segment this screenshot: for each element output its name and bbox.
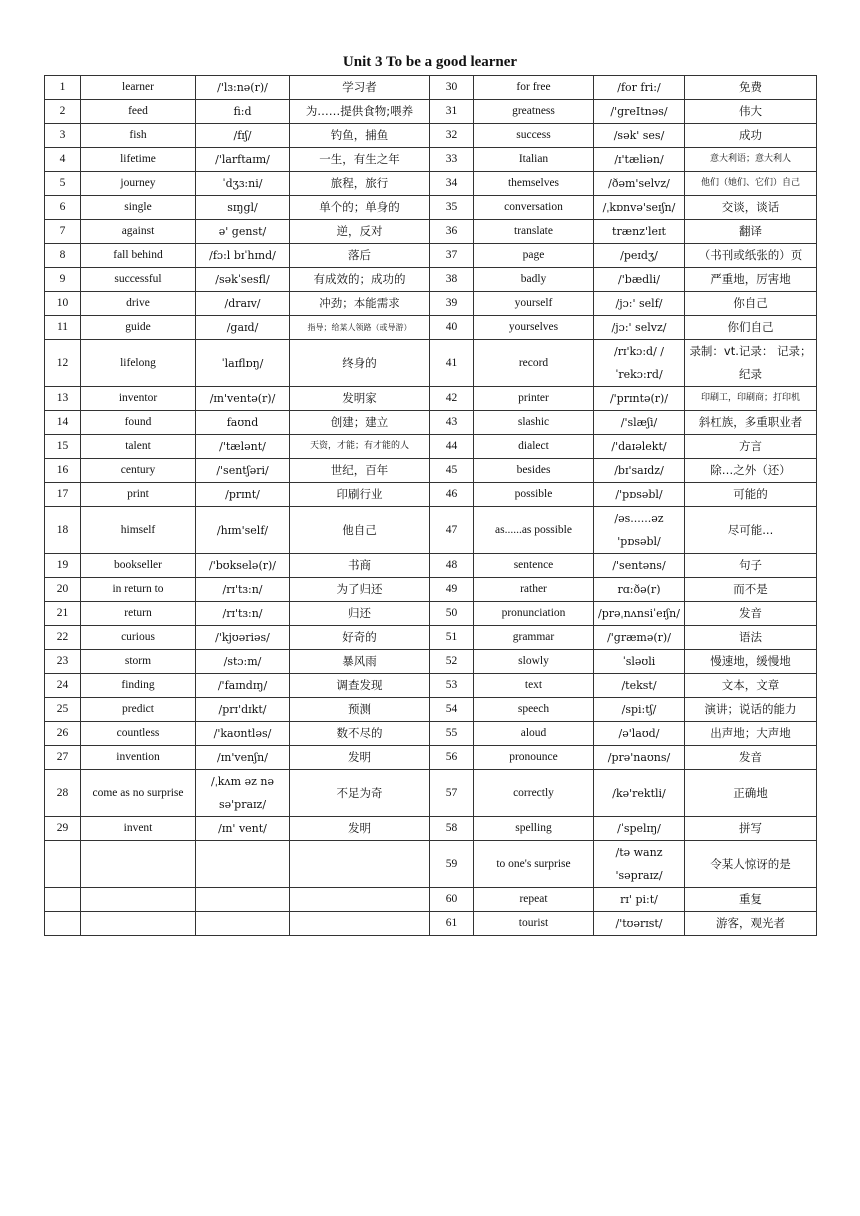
entry-number: 15	[45, 435, 81, 459]
entry-word: finding	[81, 674, 196, 698]
entry-number: 17	[45, 483, 81, 507]
entry-word: repeat	[474, 888, 594, 912]
entry-word: learner	[81, 76, 196, 100]
entry-number: 56	[430, 746, 474, 770]
entry-meaning: 旅程，旅行	[290, 172, 430, 196]
entry-meaning: 录制：vt.记录： 记录；纪录	[685, 340, 817, 387]
table-row	[45, 817, 817, 841]
entry-number: 49	[430, 578, 474, 602]
entry-phonetic: /rɪ'tɜ:n/	[196, 578, 290, 602]
entry-word: yourselves	[474, 316, 594, 340]
entry-meaning: 除…之外（还）	[685, 459, 817, 483]
entry-word: found	[81, 411, 196, 435]
entry-phonetic: /bɪ'saɪdz/	[594, 459, 685, 483]
entry-word: single	[81, 196, 196, 220]
entry-phonetic: /'slæʃi/	[594, 411, 685, 435]
entry-word: countless	[81, 722, 196, 746]
entry-number: 42	[430, 387, 474, 411]
entry-word: feed	[81, 100, 196, 124]
table-row	[45, 196, 817, 220]
entry-phonetic: /sək' ses/	[594, 124, 685, 148]
entry-phonetic: /ðəm'selvz/	[594, 172, 685, 196]
entry-meaning: 他们（她们、它们）自己	[685, 172, 817, 196]
entry-word	[81, 912, 196, 936]
entry-word	[81, 841, 196, 888]
entry-word: drive	[81, 292, 196, 316]
entry-word: sentence	[474, 554, 594, 578]
entry-phonetic: /əs......əz 'pɒsəbl/	[594, 507, 685, 554]
entry-phonetic: /spi:tʃ/	[594, 698, 685, 722]
entry-meaning: 书商	[290, 554, 430, 578]
entry-phonetic	[196, 912, 290, 936]
entry-meaning: 一生，有生之年	[290, 148, 430, 172]
entry-phonetic: /ɪn'ventə(r)/	[196, 387, 290, 411]
entry-word: as......as possible	[474, 507, 594, 554]
table-row	[45, 435, 817, 459]
entry-phonetic: /draɪv/	[196, 292, 290, 316]
entry-meaning: 印刷工，印刷商；打印机	[685, 387, 817, 411]
entry-meaning: 游客，观光者	[685, 912, 817, 936]
entry-word: grammar	[474, 626, 594, 650]
entry-number: 21	[45, 602, 81, 626]
entry-word: lifetime	[81, 148, 196, 172]
entry-word: fall behind	[81, 244, 196, 268]
entry-number: 26	[45, 722, 81, 746]
table-row	[45, 674, 817, 698]
entry-number: 10	[45, 292, 81, 316]
entry-number: 30	[430, 76, 474, 100]
entry-number	[45, 888, 81, 912]
entry-meaning: 发音	[685, 602, 817, 626]
entry-phonetic: /prɪnt/	[196, 483, 290, 507]
entry-word: come as no surprise	[81, 770, 196, 817]
entry-word: slashic	[474, 411, 594, 435]
table-row	[45, 626, 817, 650]
entry-word: pronounce	[474, 746, 594, 770]
table-row	[45, 770, 817, 817]
entry-phonetic: /rɪ'kɔ:d/ /ˈrekɔ:rd/	[594, 340, 685, 387]
entry-phonetic: /ˌkʌm əz nə sə'praɪz/	[196, 770, 290, 817]
entry-word: slowly	[474, 650, 594, 674]
entry-number: 39	[430, 292, 474, 316]
entry-word: pronunciation	[474, 602, 594, 626]
entry-phonetic: /ɪ'tæliən/	[594, 148, 685, 172]
entry-phonetic: /ɪn'venʃn/	[196, 746, 290, 770]
entry-number: 36	[430, 220, 474, 244]
entry-phonetic: ˈlaɪflɒŋ/	[196, 340, 290, 387]
entry-meaning: 方言	[685, 435, 817, 459]
entry-word: aloud	[474, 722, 594, 746]
entry-meaning: 冲劲；本能需求	[290, 292, 430, 316]
entry-word: possible	[474, 483, 594, 507]
entry-phonetic: ˈsləʊli	[594, 650, 685, 674]
entry-number: 33	[430, 148, 474, 172]
entry-word: storm	[81, 650, 196, 674]
entry-number: 32	[430, 124, 474, 148]
entry-word: inventor	[81, 387, 196, 411]
table-row	[45, 76, 817, 100]
entry-meaning: 归还	[290, 602, 430, 626]
entry-number: 38	[430, 268, 474, 292]
entry-number: 35	[430, 196, 474, 220]
entry-meaning: 拼写	[685, 817, 817, 841]
entry-number: 22	[45, 626, 81, 650]
entry-number: 8	[45, 244, 81, 268]
entry-phonetic: /'bædli/	[594, 268, 685, 292]
entry-number: 12	[45, 340, 81, 387]
entry-phonetic: ˈdʒɜ:ni/	[196, 172, 290, 196]
entry-meaning: 伟大	[685, 100, 817, 124]
entry-meaning: 慢速地，缓慢地	[685, 650, 817, 674]
entry-meaning: 严重地，厉害地	[685, 268, 817, 292]
entry-word: century	[81, 459, 196, 483]
entry-meaning: 发明	[290, 746, 430, 770]
entry-meaning: 不足为奇	[290, 770, 430, 817]
entry-number: 53	[430, 674, 474, 698]
table-row	[45, 698, 817, 722]
entry-number: 43	[430, 411, 474, 435]
entry-phonetic: /prəˌnʌnsiˈeɪʃn/	[594, 602, 685, 626]
entry-number: 24	[45, 674, 81, 698]
entry-meaning	[290, 841, 430, 888]
entry-meaning: 世纪，百年	[290, 459, 430, 483]
entry-number: 6	[45, 196, 81, 220]
entry-word: record	[474, 340, 594, 387]
table-row	[45, 100, 817, 124]
entry-meaning: 创建；建立	[290, 411, 430, 435]
entry-word: for free	[474, 76, 594, 100]
table-row	[45, 268, 817, 292]
entry-meaning: 发明家	[290, 387, 430, 411]
entry-number: 9	[45, 268, 81, 292]
entry-word: yourself	[474, 292, 594, 316]
entry-number: 37	[430, 244, 474, 268]
entry-number: 7	[45, 220, 81, 244]
entry-number: 59	[430, 841, 474, 888]
entry-word: speech	[474, 698, 594, 722]
entry-phonetic: /'daɪəlekt/	[594, 435, 685, 459]
entry-word: himself	[81, 507, 196, 554]
entry-meaning: 文本，文章	[685, 674, 817, 698]
entry-word: invent	[81, 817, 196, 841]
entry-word: tourist	[474, 912, 594, 936]
table-row	[45, 912, 817, 936]
table-row	[45, 148, 817, 172]
entry-word: return	[81, 602, 196, 626]
entry-meaning: 语法	[685, 626, 817, 650]
table-row	[45, 387, 817, 411]
entry-number: 41	[430, 340, 474, 387]
entry-phonetic: ə' genst/	[196, 220, 290, 244]
entry-word: in return to	[81, 578, 196, 602]
entry-number: 61	[430, 912, 474, 936]
entry-phonetic: rɪ' pi:t/	[594, 888, 685, 912]
entry-phonetic: /fɪʃ/	[196, 124, 290, 148]
entry-phonetic: /'sentʃəri/	[196, 459, 290, 483]
entry-meaning: 意大利语；意大利人	[685, 148, 817, 172]
entry-word: fish	[81, 124, 196, 148]
table-row	[45, 746, 817, 770]
entry-number: 27	[45, 746, 81, 770]
entry-phonetic: /'faɪndɪŋ/	[196, 674, 290, 698]
entry-word: dialect	[474, 435, 594, 459]
table-row	[45, 411, 817, 435]
entry-phonetic: /prə'naʊns/	[594, 746, 685, 770]
table-row	[45, 507, 817, 554]
entry-number: 44	[430, 435, 474, 459]
entry-number: 1	[45, 76, 81, 100]
entry-word: badly	[474, 268, 594, 292]
table-row	[45, 554, 817, 578]
entry-word: curious	[81, 626, 196, 650]
entry-number: 5	[45, 172, 81, 196]
entry-number: 34	[430, 172, 474, 196]
table-row	[45, 244, 817, 268]
entry-word	[81, 888, 196, 912]
entry-phonetic: faʊnd	[196, 411, 290, 435]
page-title: Unit 3 To be a good learner	[342, 54, 518, 70]
entry-meaning: 令某人惊讶的是	[685, 841, 817, 888]
entry-phonetic: /tə wanz 'səpraɪz/	[594, 841, 685, 888]
entry-number: 45	[430, 459, 474, 483]
entry-word: journey	[81, 172, 196, 196]
entry-number: 48	[430, 554, 474, 578]
entry-meaning: （书刊或纸张的）页	[685, 244, 817, 268]
entry-word: successful	[81, 268, 196, 292]
entry-phonetic	[196, 841, 290, 888]
table-row	[45, 602, 817, 626]
entry-phonetic: /'sentəns/	[594, 554, 685, 578]
entry-phonetic: /jɔ:' self/	[594, 292, 685, 316]
entry-phonetic: /'pɒsəbl/	[594, 483, 685, 507]
entry-phonetic: /səkˈsesfl/	[196, 268, 290, 292]
table-row	[45, 888, 817, 912]
entry-meaning: 而不是	[685, 578, 817, 602]
entry-number: 4	[45, 148, 81, 172]
entry-meaning: 预测	[290, 698, 430, 722]
entry-word: invention	[81, 746, 196, 770]
entry-number: 47	[430, 507, 474, 554]
table-row	[45, 220, 817, 244]
entry-meaning: 可能的	[685, 483, 817, 507]
entry-phonetic: /tekst/	[594, 674, 685, 698]
entry-meaning: 数不尽的	[290, 722, 430, 746]
entry-meaning: 调查发现	[290, 674, 430, 698]
entry-phonetic	[196, 888, 290, 912]
entry-number: 55	[430, 722, 474, 746]
entry-word: rather	[474, 578, 594, 602]
entry-phonetic: /'bʊkselə(r)/	[196, 554, 290, 578]
entry-word: page	[474, 244, 594, 268]
entry-meaning: 斜杠族，多重职业者	[685, 411, 817, 435]
table-row	[45, 124, 817, 148]
entry-number: 51	[430, 626, 474, 650]
entry-phonetic: /'larftaɪm/	[196, 148, 290, 172]
entry-word: Italian	[474, 148, 594, 172]
entry-word: translate	[474, 220, 594, 244]
entry-phonetic: /prɪ'dɪkt/	[196, 698, 290, 722]
table-row	[45, 650, 817, 674]
entry-word: to one's surprise	[474, 841, 594, 888]
entry-meaning: 指导；给某人领路（或导游）	[290, 316, 430, 340]
entry-meaning: 好奇的	[290, 626, 430, 650]
entry-number: 14	[45, 411, 81, 435]
entry-number: 11	[45, 316, 81, 340]
table-row	[45, 340, 817, 387]
entry-number: 50	[430, 602, 474, 626]
entry-phonetic: /for fri:/	[594, 76, 685, 100]
entry-meaning: 终身的	[290, 340, 430, 387]
entry-number: 18	[45, 507, 81, 554]
entry-word: besides	[474, 459, 594, 483]
entry-phonetic: /jɔ:' selvz/	[594, 316, 685, 340]
entry-number	[45, 841, 81, 888]
entry-meaning: 学习者	[290, 76, 430, 100]
entry-meaning: 正确地	[685, 770, 817, 817]
entry-meaning: 为了归还	[290, 578, 430, 602]
entry-phonetic: /kə'rektli/	[594, 770, 685, 817]
entry-meaning: 有成效的；成功的	[290, 268, 430, 292]
entry-word: bookseller	[81, 554, 196, 578]
table-row	[45, 722, 817, 746]
entry-phonetic: /'lɜ:nə(r)/	[196, 76, 290, 100]
table-row	[45, 841, 817, 888]
entry-phonetic: /rɪ'tɜ:n/	[196, 602, 290, 626]
entry-meaning	[290, 888, 430, 912]
table-row	[45, 578, 817, 602]
entry-phonetic: /'tælənt/	[196, 435, 290, 459]
table-row	[45, 316, 817, 340]
entry-phonetic: /'græmə(r)/	[594, 626, 685, 650]
entry-meaning: 单个的；单身的	[290, 196, 430, 220]
entry-phonetic: /ə'laʊd/	[594, 722, 685, 746]
entry-word: greatness	[474, 100, 594, 124]
entry-number: 58	[430, 817, 474, 841]
entry-number: 16	[45, 459, 81, 483]
entry-phonetic: /'kaʊntləs/	[196, 722, 290, 746]
entry-phonetic: /'prɪntə(r)/	[594, 387, 685, 411]
entry-phonetic: /stɔ:m/	[196, 650, 290, 674]
entry-word: print	[81, 483, 196, 507]
entry-meaning: 成功	[685, 124, 817, 148]
entry-phonetic: /'greItnəs/	[594, 100, 685, 124]
entry-meaning: 免费	[685, 76, 817, 100]
entry-meaning: 他自己	[290, 507, 430, 554]
entry-phonetic: /gaɪd/	[196, 316, 290, 340]
entry-phonetic: /ˈspelɪŋ/	[594, 817, 685, 841]
entry-meaning: 暴风雨	[290, 650, 430, 674]
entry-meaning: 发音	[685, 746, 817, 770]
entry-phonetic: trænz'leɪt	[594, 220, 685, 244]
entry-number: 23	[45, 650, 81, 674]
entry-number: 40	[430, 316, 474, 340]
entry-meaning: 交谈，谈话	[685, 196, 817, 220]
table-row	[45, 483, 817, 507]
entry-meaning: 翻译	[685, 220, 817, 244]
entry-meaning	[290, 912, 430, 936]
vocabulary-table	[44, 75, 817, 936]
entry-word: against	[81, 220, 196, 244]
entry-word: printer	[474, 387, 594, 411]
entry-phonetic: /hɪm'self/	[196, 507, 290, 554]
entry-phonetic: /fɔ:l bɪˈhɪnd/	[196, 244, 290, 268]
entry-meaning: 钓鱼，捕鱼	[290, 124, 430, 148]
entry-number: 3	[45, 124, 81, 148]
entry-meaning: 逆，反对	[290, 220, 430, 244]
entry-number: 20	[45, 578, 81, 602]
entry-phonetic: /ɪn' vent/	[196, 817, 290, 841]
entry-meaning: 出声地；大声地	[685, 722, 817, 746]
entry-meaning: 句子	[685, 554, 817, 578]
entry-phonetic: /'tʊərɪst/	[594, 912, 685, 936]
entry-word: themselves	[474, 172, 594, 196]
entry-meaning: 你们自己	[685, 316, 817, 340]
table-row	[45, 172, 817, 196]
entry-number: 54	[430, 698, 474, 722]
entry-phonetic: /peɪdʒ/	[594, 244, 685, 268]
entry-word: guide	[81, 316, 196, 340]
entry-number: 31	[430, 100, 474, 124]
entry-word: predict	[81, 698, 196, 722]
entry-number: 2	[45, 100, 81, 124]
entry-phonetic: rɑ:ðə(r)	[594, 578, 685, 602]
entry-phonetic: /ˌkɒnvə'seɪʃn/	[594, 196, 685, 220]
entry-number: 60	[430, 888, 474, 912]
entry-number: 57	[430, 770, 474, 817]
entry-phonetic: fi:d	[196, 100, 290, 124]
entry-number: 52	[430, 650, 474, 674]
entry-number: 13	[45, 387, 81, 411]
entry-word: talent	[81, 435, 196, 459]
entry-number: 29	[45, 817, 81, 841]
entry-meaning: 重复	[685, 888, 817, 912]
entry-word: correctly	[474, 770, 594, 817]
entry-word: text	[474, 674, 594, 698]
table-row	[45, 459, 817, 483]
entry-meaning: 你自己	[685, 292, 817, 316]
entry-number: 28	[45, 770, 81, 817]
entry-meaning: 印刷行业	[290, 483, 430, 507]
table-row	[45, 292, 817, 316]
entry-meaning: 为……提供食物;喂养	[290, 100, 430, 124]
entry-phonetic: sɪŋgl/	[196, 196, 290, 220]
entry-meaning: 天资，才能；有才能的人	[290, 435, 430, 459]
entry-meaning: 尽可能...	[685, 507, 817, 554]
entry-number: 25	[45, 698, 81, 722]
entry-word: conversation	[474, 196, 594, 220]
entry-phonetic: /'kjʊəriəs/	[196, 626, 290, 650]
entry-number: 46	[430, 483, 474, 507]
entry-word: spelling	[474, 817, 594, 841]
entry-number: 19	[45, 554, 81, 578]
entry-word: lifelong	[81, 340, 196, 387]
entry-meaning: 发明	[290, 817, 430, 841]
entry-meaning: 演讲；说话的能力	[685, 698, 817, 722]
entry-word: success	[474, 124, 594, 148]
entry-meaning: 落后	[290, 244, 430, 268]
entry-number	[45, 912, 81, 936]
